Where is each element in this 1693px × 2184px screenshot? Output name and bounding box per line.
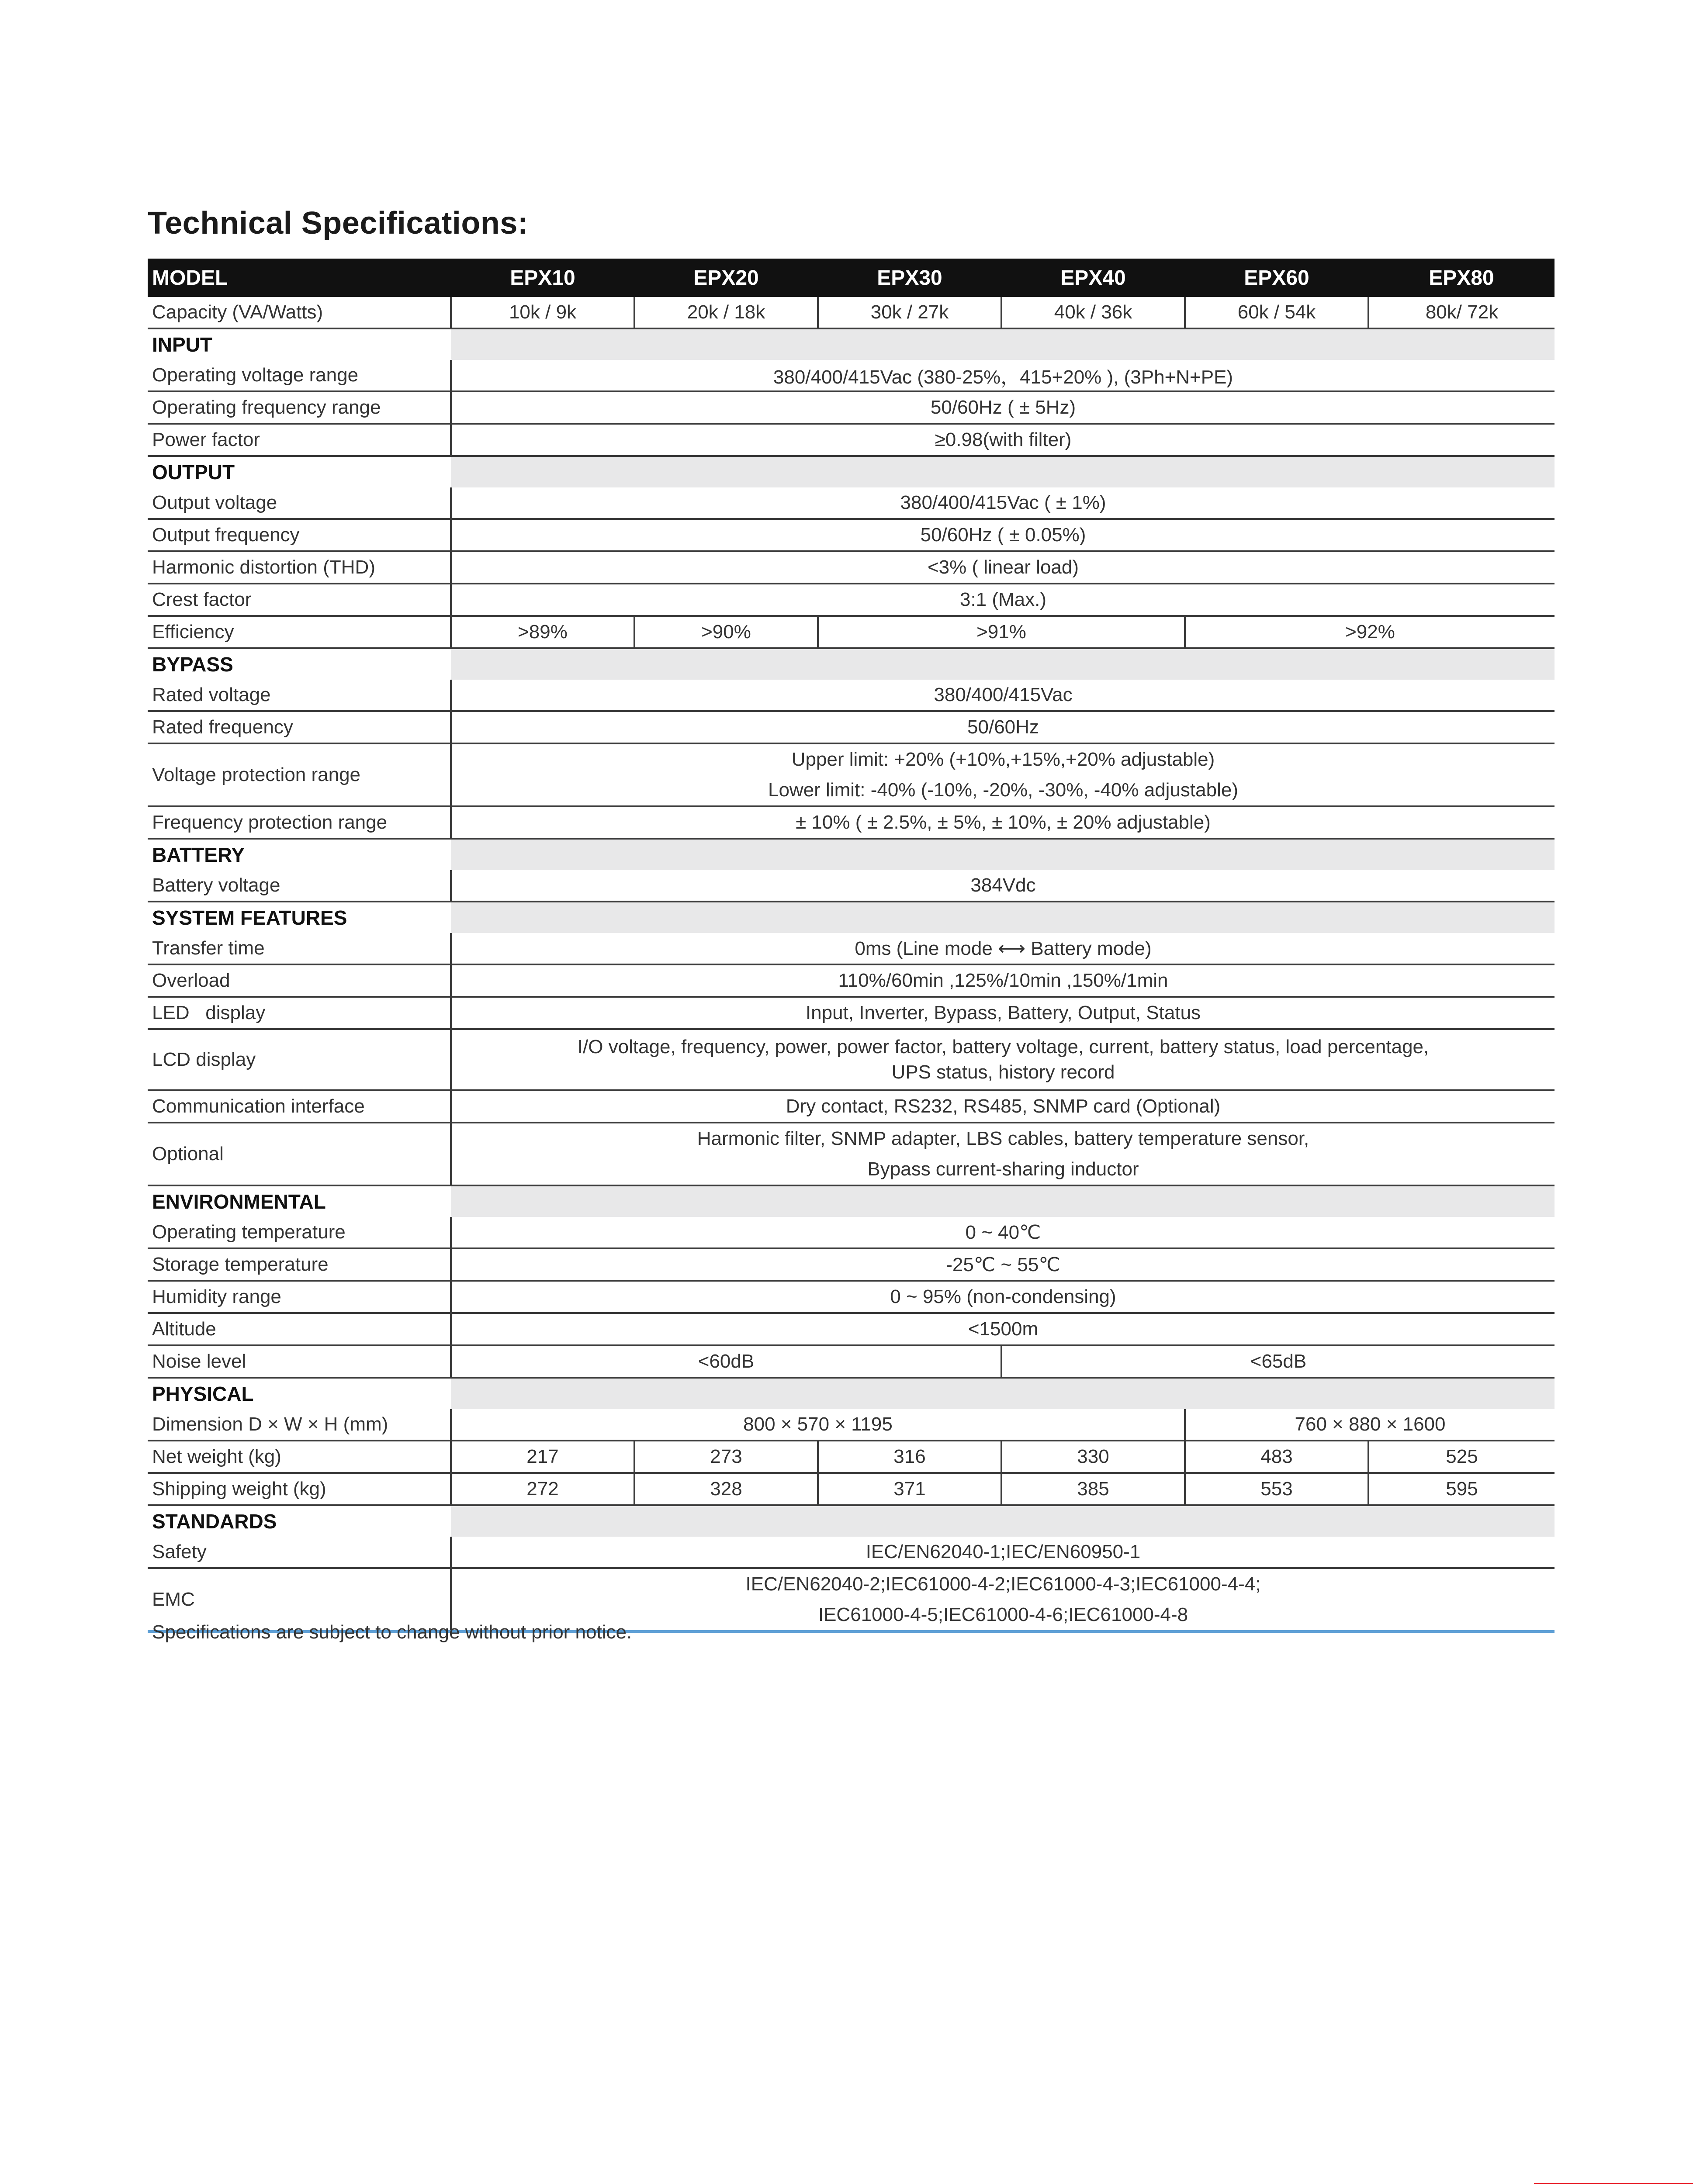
row-label: Power factor — [148, 424, 451, 456]
model-epx40: EPX40 — [1001, 259, 1185, 297]
net-weight-epx30: 316 — [818, 1441, 1001, 1473]
dimension-large: 760 × 880 × 1600 — [1185, 1409, 1555, 1441]
model-epx20: EPX20 — [634, 259, 818, 297]
row-label: Efficiency — [148, 616, 451, 648]
value-line: Harmonic filter, SNMP adapter, LBS cables, battery temperature sensor, — [697, 1128, 1309, 1149]
section-heading: BATTERY — [148, 839, 451, 870]
efficiency-epx20: >90% — [634, 616, 818, 648]
row-label: Capacity (VA/Watts) — [148, 297, 451, 328]
section-row — [148, 1378, 1555, 1409]
section-heading: PHYSICAL — [148, 1378, 451, 1409]
model-header: MODEL — [148, 259, 451, 297]
noise-low: <60dB — [451, 1345, 1001, 1378]
row-value — [451, 743, 1555, 806]
section-row — [148, 902, 1555, 933]
table-row — [148, 1345, 1555, 1378]
table-row — [148, 584, 1555, 616]
row-value: 50/60Hz ( ± 5Hz) — [451, 391, 1555, 424]
table-row — [148, 997, 1555, 1029]
row-value: <1500m — [451, 1313, 1555, 1345]
row-label: Operating temperature — [148, 1217, 451, 1248]
section-heading: BYPASS — [148, 648, 451, 680]
row-value: 380/400/415Vac (380-25%，415+20% ), (3Ph+N+PE) — [451, 360, 1555, 391]
row-label: Frequency protection range — [148, 806, 451, 839]
row-label: Operating voltage range — [148, 360, 451, 391]
spec-table — [148, 259, 1555, 1633]
row-value: 0 ~ 40℃ — [451, 1217, 1555, 1248]
row-value — [451, 1123, 1555, 1185]
row-label: Humidity range — [148, 1281, 451, 1313]
table-row — [148, 1537, 1555, 1568]
row-label: EMC — [148, 1568, 451, 1631]
table-row — [148, 870, 1555, 902]
model-epx30: EPX30 — [818, 259, 1001, 297]
ship-weight-epx10: 272 — [451, 1473, 634, 1505]
row-value: ≥0.98(with filter) — [451, 424, 1555, 456]
section-heading: OUTPUT — [148, 456, 451, 487]
section-row — [148, 328, 1555, 360]
table-row — [148, 487, 1555, 519]
ship-weight-epx80: 595 — [1368, 1473, 1555, 1505]
row-value: 3:1 (Max.) — [451, 584, 1555, 616]
section-row — [148, 456, 1555, 487]
net-weight-epx60: 483 — [1185, 1441, 1368, 1473]
table-row — [148, 1217, 1555, 1248]
row-label: Voltage protection range — [148, 743, 451, 806]
row-label: Storage temperature — [148, 1248, 451, 1281]
ship-weight-epx40: 385 — [1001, 1473, 1185, 1505]
value-line: IEC/EN62040-2;IEC61000-4-2;IEC61000-4-3;IEC61000-4-4; — [745, 1573, 1261, 1595]
row-value: IEC/EN62040-1;IEC/EN60950-1 — [451, 1537, 1555, 1568]
row-label: LED display — [148, 997, 451, 1029]
capacity-epx30: 30k / 27k — [818, 297, 1001, 328]
section-heading: STANDARDS — [148, 1505, 451, 1537]
efficiency-epx60-80: >92% — [1185, 616, 1555, 648]
row-value — [451, 1029, 1555, 1090]
table-row — [148, 1029, 1555, 1090]
capacity-epx40: 40k / 36k — [1001, 297, 1185, 328]
ship-weight-epx30: 371 — [818, 1473, 1001, 1505]
ship-weight-epx20: 328 — [634, 1473, 818, 1505]
table-row — [148, 1473, 1555, 1505]
section-row — [148, 839, 1555, 870]
dimension-small: 800 × 570 × 1195 — [451, 1409, 1185, 1441]
row-value: 380/400/415Vac ( ± 1%) — [451, 487, 1555, 519]
table-row — [148, 297, 1555, 328]
row-value: 384Vdc — [451, 870, 1555, 902]
row-label: Output voltage — [148, 487, 451, 519]
row-value: 50/60Hz ( ± 0.05%) — [451, 519, 1555, 551]
row-value: 50/60Hz — [451, 711, 1555, 743]
capacity-epx80: 80k/ 72k — [1368, 297, 1555, 328]
efficiency-epx10: >89% — [451, 616, 634, 648]
table-row — [148, 964, 1555, 997]
value-line: IEC61000-4-5;IEC61000-4-6;IEC61000-4-8 — [818, 1604, 1188, 1625]
row-value: 380/400/415Vac — [451, 680, 1555, 711]
section-band — [451, 902, 1555, 933]
footnote: Specifications are subject to change without prior notice. — [152, 1621, 632, 1643]
table-row — [148, 1441, 1555, 1473]
section-band — [451, 1185, 1555, 1217]
row-value: 110%/60min ,125%/10min ,150%/1min — [451, 964, 1555, 997]
model-epx60: EPX60 — [1185, 259, 1368, 297]
net-weight-epx20: 273 — [634, 1441, 818, 1473]
row-value: ± 10% ( ± 2.5%, ± 5%, ± 10%, ± 20% adjustable) — [451, 806, 1555, 839]
page-title: Technical Specifications: — [148, 206, 529, 241]
section-band — [451, 648, 1555, 680]
row-label: Rated frequency — [148, 711, 451, 743]
capacity-epx60: 60k / 54k — [1185, 297, 1368, 328]
efficiency-epx30-40: >91% — [818, 616, 1185, 648]
row-label: Crest factor — [148, 584, 451, 616]
table-row — [148, 1090, 1555, 1123]
row-value: <3% ( linear load) — [451, 551, 1555, 584]
row-label: Safety — [148, 1537, 451, 1568]
row-value: Dry contact, RS232, RS485, SNMP card (Optional) — [451, 1090, 1555, 1123]
table-row — [148, 1248, 1555, 1281]
table-row — [148, 933, 1555, 964]
row-label: Net weight (kg) — [148, 1441, 451, 1473]
table-row — [148, 1281, 1555, 1313]
row-label: Harmonic distortion (THD) — [148, 551, 451, 584]
table-row — [148, 360, 1555, 391]
row-label: Communication interface — [148, 1090, 451, 1123]
table-row — [148, 1313, 1555, 1345]
row-label: Operating frequency range — [148, 391, 451, 424]
section-row — [148, 1505, 1555, 1537]
table-row — [148, 616, 1555, 648]
row-label: Rated voltage — [148, 680, 451, 711]
row-label: Shipping weight (kg) — [148, 1473, 451, 1505]
table-row — [148, 519, 1555, 551]
row-value: Input, Inverter, Bypass, Battery, Output, Status — [451, 997, 1555, 1029]
section-heading: INPUT — [148, 328, 451, 360]
row-label: Optional — [148, 1123, 451, 1185]
row-label: Altitude — [148, 1313, 451, 1345]
section-heading: ENVIRONMENTAL — [148, 1185, 451, 1217]
value-line: Upper limit: +20% (+10%,+15%,+20% adjustable) — [791, 749, 1215, 770]
value-line: UPS status, history record — [891, 1061, 1115, 1083]
row-label: LCD display — [148, 1029, 451, 1090]
table-row — [148, 711, 1555, 743]
model-epx80: EPX80 — [1368, 259, 1555, 297]
capacity-epx20: 20k / 18k — [634, 297, 818, 328]
row-label: Dimension D × W × H (mm) — [148, 1409, 451, 1441]
table-row — [148, 1123, 1555, 1185]
row-label: Overload — [148, 964, 451, 997]
row-label: Battery voltage — [148, 870, 451, 902]
net-weight-epx40: 330 — [1001, 1441, 1185, 1473]
section-band — [451, 1378, 1555, 1409]
value-line: I/O voltage, frequency, power, power factor, battery voltage, current, battery status, load percentage, — [577, 1036, 1429, 1057]
section-band — [451, 839, 1555, 870]
section-band — [451, 456, 1555, 487]
table-header-row — [148, 259, 1555, 297]
net-weight-epx80: 525 — [1368, 1441, 1555, 1473]
table-row — [148, 551, 1555, 584]
table-row — [148, 424, 1555, 456]
section-heading: SYSTEM FEATURES — [148, 902, 451, 933]
value-line: Bypass current-sharing inductor — [867, 1158, 1139, 1180]
section-band — [451, 1505, 1555, 1537]
section-band — [451, 328, 1555, 360]
table-row — [148, 391, 1555, 424]
row-value: 0ms (Line mode ⟷ Battery mode) — [451, 933, 1555, 964]
row-label: Noise level — [148, 1345, 451, 1378]
table-row — [148, 680, 1555, 711]
row-value: 0 ~ 95% (non-condensing) — [451, 1281, 1555, 1313]
row-label: Transfer time — [148, 933, 451, 964]
noise-high: <65dB — [1001, 1345, 1555, 1378]
value-line: Lower limit: -40% (-10%, -20%, -30%, -40% adjustable) — [768, 779, 1238, 801]
net-weight-epx10: 217 — [451, 1441, 634, 1473]
row-label: Output frequency — [148, 519, 451, 551]
section-row — [148, 1185, 1555, 1217]
table-row — [148, 1409, 1555, 1441]
ship-weight-epx60: 553 — [1185, 1473, 1368, 1505]
table-row — [148, 806, 1555, 839]
row-value: -25℃ ~ 55℃ — [451, 1248, 1555, 1281]
table-row — [148, 743, 1555, 806]
section-row — [148, 648, 1555, 680]
capacity-epx10: 10k / 9k — [451, 297, 634, 328]
model-epx10: EPX10 — [451, 259, 634, 297]
